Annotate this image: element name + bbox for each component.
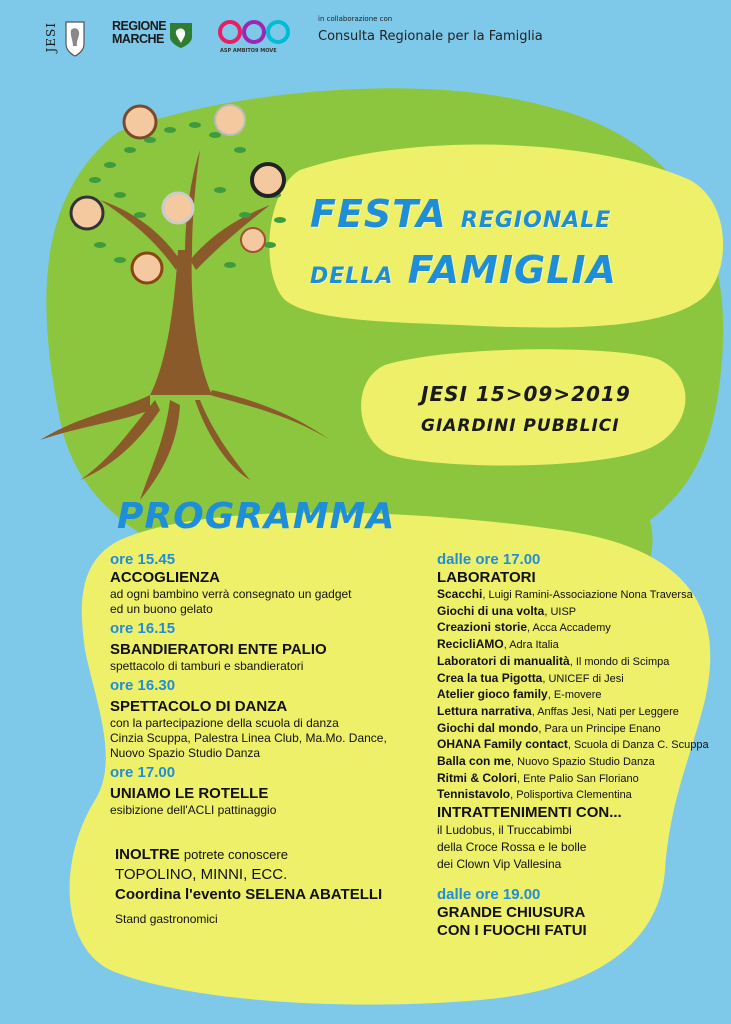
lab-separator: , xyxy=(503,639,510,652)
time-1545: ore 15.45 xyxy=(110,551,176,568)
lab-org: Anffas Jesi, Nati per Leggere xyxy=(537,705,679,718)
lab-separator: , xyxy=(531,705,538,718)
lab-item xyxy=(437,620,709,637)
lab-item xyxy=(437,671,709,688)
desc-danza-1: con la partecipazione della scuola di danza xyxy=(110,716,339,730)
lab-name: Balla con me xyxy=(437,754,512,769)
lab-separator: , xyxy=(567,739,575,752)
lab-item xyxy=(437,787,709,804)
lab-separator: , xyxy=(542,672,549,685)
lab-item xyxy=(437,754,709,771)
lab-item xyxy=(437,687,709,704)
lab-name: Creazioni storie xyxy=(437,620,528,635)
inoltre-block xyxy=(115,846,382,927)
lab-item xyxy=(437,737,709,754)
lab-separator: , xyxy=(527,622,533,635)
asp-subtitle: ASP AMBITO9 MOVE xyxy=(220,48,277,54)
lab-name: Laboratori di manualità xyxy=(437,653,570,668)
lab-org: Ente Palio San Floriano xyxy=(523,772,639,785)
lab-item xyxy=(437,721,709,738)
yellow-blob-date xyxy=(361,349,685,465)
lab-item xyxy=(437,587,709,604)
lab-name: RecicliAMO xyxy=(437,637,504,652)
jesi-logo-text: JESI xyxy=(44,22,58,53)
lab-separator: , xyxy=(482,589,489,601)
intr-line3: dei Clown Vip Vallesina xyxy=(437,857,562,872)
lab-org: Scuola di Danza C. Scuppa xyxy=(574,739,709,752)
desc-accoglienza-2: ed un buono gelato xyxy=(110,602,213,616)
time-dalle-1700: dalle ore 17.00 xyxy=(437,551,541,568)
stand-line: Stand gastronomici xyxy=(115,912,218,926)
lab-name: Giochi dal mondo xyxy=(437,720,539,735)
lab-item xyxy=(437,771,709,788)
asp-ambito9-logo xyxy=(218,18,290,52)
lab-separator: , xyxy=(517,772,524,785)
lab-name: OHANA Family contact xyxy=(437,737,568,752)
desc-sbandieratori: spettacolo di tamburi e sbandieratori xyxy=(110,659,304,673)
lab-separator: , xyxy=(538,722,545,735)
collab-org: Consulta Regionale per la Famiglia xyxy=(318,29,543,44)
lab-org: UISP xyxy=(550,605,577,618)
topolino-line: TOPOLINO, MINNI, ECC. xyxy=(115,866,288,883)
lab-item xyxy=(437,604,709,621)
coordina-line: Coordina l'evento SELENA ABATELLI xyxy=(115,886,383,903)
event-place: GIARDINI PUBBLICI xyxy=(421,416,620,436)
lab-org: Polisportiva Clementina xyxy=(516,789,632,802)
lab-separator: , xyxy=(547,689,554,702)
head-chiusura-1: GRANDE CHIUSURA xyxy=(437,904,586,922)
lab-separator: , xyxy=(569,655,576,668)
lab-name: Lettura narrativa xyxy=(437,703,532,718)
lab-item xyxy=(437,637,709,654)
lab-org: Adra Italia xyxy=(509,639,559,652)
lab-org: Acca Accademy xyxy=(532,622,611,635)
regione-emblem-icon xyxy=(168,21,194,49)
desc-rotelle: esibizione dell'ACLI pattinaggio xyxy=(110,803,277,817)
intr-line1: il Ludobus, il Truccabimbi xyxy=(437,823,572,838)
desc-danza-3: Nuovo Spazio Studio Danza xyxy=(110,746,261,760)
inoltre-line xyxy=(115,846,382,863)
programma-heading: PROGRAMMA xyxy=(117,496,396,537)
head-danza: SPETTACOLO DI DANZA xyxy=(110,698,288,715)
regione-line1: REGIONE xyxy=(112,19,167,33)
desc-accoglienza-1: ad ogni bambino verrà consegnato un gadget xyxy=(110,587,352,601)
program-left-column xyxy=(110,551,387,818)
event-date: JESI 15>09>2019 xyxy=(421,382,631,406)
time-dalle-1900: dalle ore 19.00 xyxy=(437,886,541,904)
head-chiusura-2: CON I FUOCHI FATUI xyxy=(437,922,587,940)
lab-org: Para un Principe Enano xyxy=(544,722,661,735)
lab-separator: , xyxy=(544,605,551,618)
lab-item xyxy=(437,654,709,671)
regione-line2: MARCHE xyxy=(112,32,164,46)
inoltre-bold: INOLTRE xyxy=(115,846,180,863)
time-1615: ore 16.15 xyxy=(110,620,176,637)
time-1630: ore 16.30 xyxy=(110,677,176,694)
lab-name: Atelier gioco family xyxy=(437,687,548,702)
title-festa: FESTA xyxy=(310,192,447,236)
lab-name: Crea la tua Pigotta xyxy=(437,670,543,685)
lion-crest-icon xyxy=(62,18,88,58)
lab-org: Il mondo di Scimpa xyxy=(575,655,670,668)
lab-org: UNICEF di Jesi xyxy=(548,672,624,685)
inoltre-rest: potrete conoscere xyxy=(183,847,288,862)
lab-separator: , xyxy=(510,789,517,802)
desc-danza-2: Cinzia Scuppa, Palestra Linea Club, Ma.Mo. Dance, xyxy=(110,731,387,745)
lab-name: Giochi di una volta xyxy=(437,603,545,618)
yellow-blob-title xyxy=(269,145,723,328)
jesi-logo xyxy=(44,16,90,62)
lab-org: E-movere xyxy=(553,689,602,702)
lab-org: Nuovo Spazio Studio Danza xyxy=(517,756,655,769)
asp-letters-icon xyxy=(218,18,290,48)
collaboration-block xyxy=(318,15,543,44)
title-della: DELLA xyxy=(310,264,394,289)
lab-name: Scacchi xyxy=(437,587,483,601)
lab-name: Tennistavolo xyxy=(437,787,511,802)
time-1700: ore 17.00 xyxy=(110,764,176,781)
head-sbandieratori: SBANDIERATORI ENTE PALIO xyxy=(110,641,327,658)
head-rotelle: UNIAMO LE ROTELLE xyxy=(110,785,269,802)
regione-marche-logo xyxy=(112,20,166,46)
lab-separator: , xyxy=(511,756,518,769)
title-line1 xyxy=(310,192,611,236)
collab-label: in collaborazione con xyxy=(318,15,393,23)
head-intrattenimenti: INTRATTENIMENTI CON... xyxy=(437,804,622,822)
lab-item xyxy=(437,704,709,721)
program-right-column xyxy=(437,551,709,940)
title-famiglia: FAMIGLIA xyxy=(407,248,617,292)
head-accoglienza: ACCOGLIENZA xyxy=(110,569,220,586)
lab-name: Ritmi & Colori xyxy=(437,770,517,785)
title-regionale: REGIONALE xyxy=(460,208,612,233)
head-laboratori: LABORATORI xyxy=(437,569,536,586)
laboratori-list xyxy=(437,587,709,804)
intr-line2: della Croce Rossa e le bolle xyxy=(437,840,587,855)
lab-org: Luigi Ramini-Associazione Nona Traversa xyxy=(488,589,693,601)
title-line2 xyxy=(310,248,617,292)
